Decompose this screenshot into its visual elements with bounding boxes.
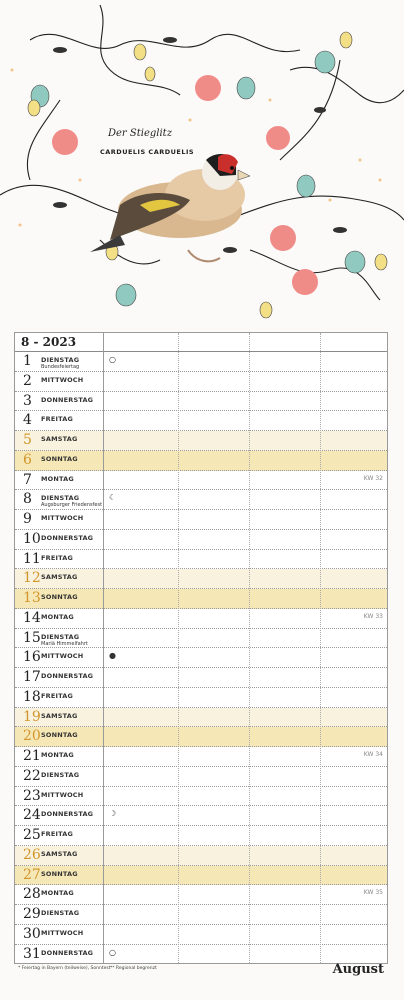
moon-phase-icon: ☾ [109, 493, 117, 503]
day-number: 12 [23, 570, 41, 587]
weekday-label: MONTAG [41, 612, 74, 621]
day-row [15, 826, 387, 846]
day-row [15, 787, 387, 807]
day-number: 10 [23, 530, 41, 547]
day-row [15, 569, 387, 589]
day-row [15, 846, 387, 866]
day-number: 16 [23, 649, 41, 666]
holiday-label: Augsburger Friedensfest [41, 502, 103, 509]
day-row [15, 866, 387, 886]
weekday-label: MONTAG [41, 474, 74, 483]
day-row [15, 708, 387, 728]
day-row [15, 372, 387, 392]
day-number: 27 [23, 866, 41, 883]
weekday-label: DONNERSTAG [41, 810, 94, 819]
weekday-label: SONNTAG [41, 731, 78, 740]
week-number: KW 35 [363, 889, 383, 897]
weekday-label: DONNERSTAG [41, 672, 94, 680]
week-number: KW 32 [363, 474, 383, 482]
column-divider [249, 333, 250, 963]
day-number: 21 [23, 748, 41, 764]
day-number: 22 [23, 767, 41, 784]
weekday-label: MONTAG [41, 889, 74, 898]
column-divider [320, 333, 321, 963]
week-number: KW 33 [363, 612, 383, 620]
day-row [15, 806, 387, 826]
weekday-label: MITTWOCH [41, 652, 84, 661]
holiday-label: Bundesfeiertag [41, 364, 80, 370]
day-row [15, 905, 387, 925]
weekday-label: SONNTAG [41, 454, 78, 463]
day-number: 31 [23, 945, 41, 962]
day-number: 18 [23, 688, 41, 705]
day-row [15, 885, 387, 905]
day-row [15, 550, 387, 570]
month-name: August [332, 962, 384, 977]
day-row [15, 629, 387, 649]
day-row [15, 589, 387, 609]
day-number: 6 [23, 451, 32, 468]
day-row [15, 490, 387, 510]
weekday-label: DIENSTAG [41, 770, 80, 779]
day-row [15, 767, 387, 787]
day-row [15, 945, 387, 965]
weekday-label: DIENSTAG [41, 356, 80, 364]
day-number: 11 [23, 550, 41, 567]
day-number: 23 [23, 787, 41, 804]
day-number: 20 [23, 728, 41, 745]
weekday-label: SONNTAG [41, 869, 78, 878]
day-number: 13 [23, 590, 41, 606]
day-row [15, 352, 387, 372]
day-number: 19 [23, 708, 41, 725]
weekday-label: MONTAG [41, 751, 74, 759]
day-number: 2 [23, 372, 32, 389]
day-number: 29 [23, 906, 41, 922]
weekday-label: SAMSTAG [41, 711, 78, 720]
weekday-label: DONNERSTAG [41, 533, 94, 542]
day-number: 1 [23, 353, 32, 369]
weekday-label: FREITAG [41, 415, 73, 424]
day-number: 26 [23, 846, 41, 863]
day-row [15, 648, 387, 668]
weekday-label: SAMSTAG [41, 573, 78, 582]
weekday-label: MITTWOCH [41, 514, 84, 522]
day-number: 15 [23, 629, 41, 646]
day-row [15, 471, 387, 491]
day-row [15, 451, 387, 471]
calendar-grid [14, 332, 388, 964]
column-divider [178, 333, 179, 963]
day-row [15, 925, 387, 945]
day-row [15, 530, 387, 550]
day-number: 30 [23, 925, 41, 942]
day-row [15, 431, 387, 451]
day-row [15, 668, 387, 688]
weekday-label: FREITAG [41, 553, 73, 562]
holiday-label: Mariä Himmelfahrt [41, 640, 88, 647]
weekday-label: DIENSTAG [41, 632, 80, 641]
artwork-title: Der Stieglitz [108, 128, 172, 139]
day-number: 24 [23, 807, 41, 824]
month-year-label: 8 - 2023 [21, 335, 77, 349]
day-number: 14 [23, 609, 41, 626]
week-number: KW 34 [363, 751, 383, 758]
day-number: 25 [23, 827, 41, 843]
day-row [15, 727, 387, 747]
day-number: 28 [23, 886, 41, 903]
moon-phase-icon: ○ [109, 947, 116, 957]
day-row [15, 747, 387, 767]
day-row [15, 392, 387, 412]
weekday-label: FREITAG [41, 830, 73, 838]
artwork-subtitle: CARDUELIS CARDUELIS [100, 148, 195, 156]
day-number: 17 [23, 669, 41, 685]
weekday-label: SAMSTAG [41, 849, 78, 858]
footer-note-regional: ** Regional begrenzt [110, 966, 157, 971]
weekday-label: MITTWOCH [41, 928, 84, 937]
weekday-label: MITTWOCH [41, 790, 84, 799]
moon-phase-icon: ○ [109, 355, 116, 364]
day-number: 4 [23, 412, 32, 429]
day-row [15, 609, 387, 629]
day-row [15, 411, 387, 431]
day-number: 5 [23, 432, 32, 448]
column-divider [103, 333, 104, 963]
weekday-label: SAMSTAG [41, 435, 78, 443]
weekday-label: SONNTAG [41, 593, 78, 601]
day-row [15, 688, 387, 708]
weekday-label: MITTWOCH [41, 375, 84, 384]
day-number: 9 [23, 511, 32, 527]
weekday-label: DONNERSTAG [41, 948, 94, 957]
moon-phase-icon: ● [109, 651, 116, 661]
day-number: 3 [23, 392, 32, 409]
weekday-label: DIENSTAG [41, 909, 80, 917]
weekday-label: FREITAG [41, 691, 73, 700]
day-row [15, 510, 387, 530]
day-number: 7 [23, 471, 32, 488]
weekday-label: DONNERSTAG [41, 395, 94, 404]
goldfinch-illustration [0, 0, 404, 330]
grid-header [15, 333, 387, 352]
day-number: 8 [23, 491, 32, 508]
moon-phase-icon: ☽ [109, 809, 117, 819]
footer-note-holidays: * Feiertag in Bayern (teilweise), Sonntest [18, 966, 111, 971]
weekday-label: DIENSTAG [41, 494, 80, 503]
